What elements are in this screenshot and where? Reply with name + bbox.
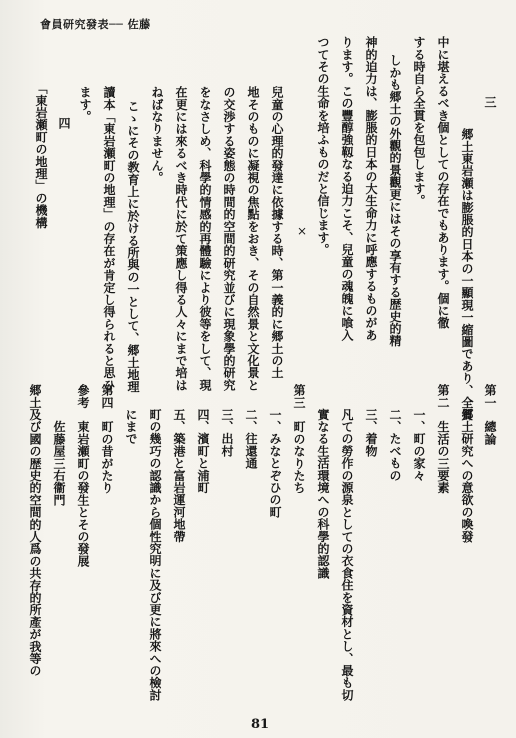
section-three-mark: 三 [483, 96, 497, 109]
lower-line-15: 町の幾巧の認識から個性究明に及び更に將來への檢討 [148, 396, 162, 701]
lower-line-2: 郷土研究への意欲の喚發 [460, 396, 474, 543]
upper-paragraph-line-7: つてその生命を培ふものだと信じます。 [316, 36, 330, 256]
upper-paragraph-line-4: しかも郷土の外觀的景觀更にはその享有する歴史的精 [388, 54, 402, 347]
lower-line-5: 二、たべもの [388, 396, 402, 482]
section-four-title: 「東岩瀬町の地理」の機構 [34, 82, 48, 229]
lower-line-7: 凡ての勞作の源泉としての衣食住を資材とし、最も切 [340, 396, 354, 701]
lower-line-6: 三、着物 [364, 396, 378, 457]
lower-line-11: 二、往還通 [244, 396, 258, 470]
lower-line-19: 佐藤屋三右衞門 [52, 384, 66, 506]
upper-paragraph-line-6: ります。この豐醇強靱なる迫力こそ、兒童の魂魄に喰入 [340, 36, 354, 341]
upper-paragraph-line-14: こゝにその教育上に於ける所與の一として、郷土地理 [126, 100, 140, 393]
lower-line-4: 一、町の家々 [412, 396, 426, 482]
upper-paragraph-line-13: ねばなりません。 [150, 86, 164, 184]
upper-paragraph-line-10: の交渉する姿態の時間的空間的研究並びに現象學的研究 [222, 86, 236, 391]
section-divider: × [295, 224, 309, 238]
lower-line-3: 第二 生活の三要素 [436, 384, 450, 494]
lower-line-20: 郷土及び國の歴史的空間的人爲の共存的所產が我等の [28, 384, 42, 677]
upper-paragraph-line-3: する時自ら全貫を包包します。 [412, 36, 426, 207]
upper-paragraph-line-15: 讀本「東岩瀬町の地理」の存在が肯定し得られると思ひ [102, 86, 116, 391]
lower-line-13: 四、濱町と浦町 [196, 396, 210, 494]
upper-paragraph-line-9: 地そのものに凝視の焦點をおき、その自然景と文化景と [246, 86, 260, 391]
lower-line-14: 五、築港と富岩運河地帶 [172, 396, 186, 543]
lower-line-1: 第一 總論 [483, 384, 497, 445]
upper-paragraph-line-11: をなさしめ、科學的情感的再體驗により彼等をして、現 [198, 86, 212, 391]
lower-line-12: 三、出村 [220, 396, 234, 457]
lower-line-10: 一、みなとぞひの町 [268, 396, 282, 518]
page-number: 81 [251, 717, 270, 732]
upper-paragraph-line-8: 兒童の心理的發達に依據する時、第一義的に郷土の土 [270, 86, 284, 379]
running-head: 會員研究發表── 佐藤 [40, 18, 151, 31]
upper-paragraph-line-2: 中に堪えるべき個としての存在でもあります。個に徹 [436, 36, 450, 329]
upper-paragraph-line-5: 神的迫力は、膨脹的日本の大生命力に呼應するものがあ [364, 36, 378, 341]
section-four-mark: 四 [57, 117, 71, 130]
upper-paragraph-line-12: 在更には來るべき時代に於て策應し得る人々にまで培は [174, 86, 188, 391]
upper-paragraph-line-16: ます。 [78, 86, 92, 123]
upper-paragraph-line-1: 郷土東岩瀬は膨脹的日本の一顯現一縮圖であり、全質 [460, 128, 474, 421]
lower-line-16: にまで [124, 396, 138, 445]
lower-line-18: 參考 東岩瀬町の發生とその發展 [76, 384, 90, 567]
lower-line-9: 第三 町のなりたち [292, 384, 306, 494]
lower-line-17: 第四 町の昔がたり [100, 384, 114, 494]
lower-line-8: 實なる生活環境への科學的認識 [316, 396, 330, 579]
